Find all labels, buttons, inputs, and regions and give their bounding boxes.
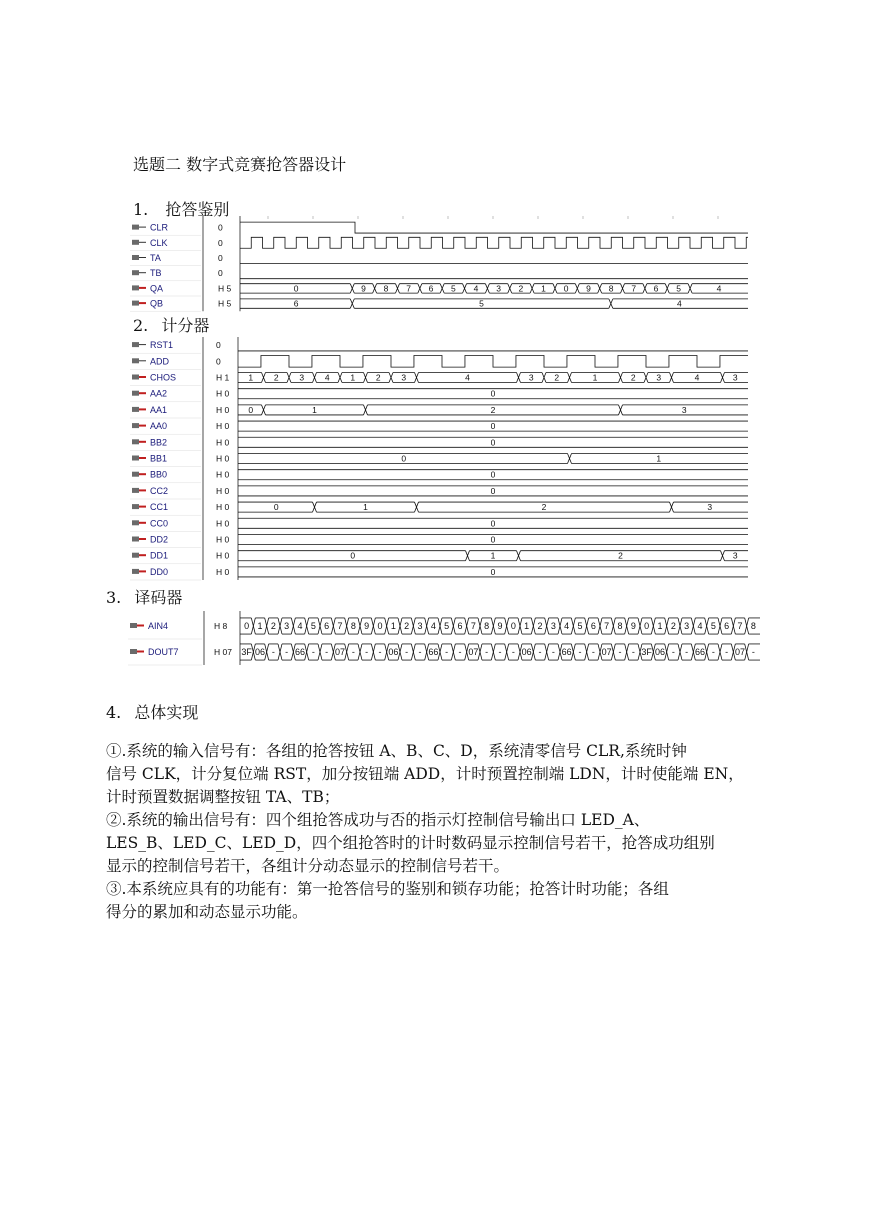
- bus-value: 06: [654, 647, 666, 657]
- bus-value: -: [725, 647, 729, 657]
- bus-value: 9: [586, 283, 591, 294]
- signal-value: H 5: [218, 283, 232, 294]
- bus-value: 3F: [641, 647, 652, 657]
- signal-name-bb2: BB2: [150, 437, 168, 448]
- bus-value: 7: [470, 621, 476, 631]
- bus-value: 2: [554, 372, 560, 383]
- bus-signal-icon: [130, 623, 144, 628]
- signal-icon: [132, 255, 146, 260]
- bus-value: 0: [490, 485, 496, 496]
- bus-value: 4: [324, 372, 330, 383]
- bus-value: 2: [404, 621, 410, 631]
- bus-value: 0: [563, 283, 569, 294]
- bus-value: 2: [670, 621, 676, 631]
- bus-value: 6: [724, 621, 730, 631]
- bus-value: 8: [750, 621, 756, 631]
- bus-value: 4: [297, 621, 303, 631]
- bus-value: 5: [710, 621, 716, 631]
- signal-name-bb0: BB0: [150, 469, 168, 480]
- bus-value: 0: [293, 283, 299, 294]
- bus-value: -: [578, 647, 582, 657]
- bus-value: 1: [248, 372, 254, 383]
- bus-value: 4: [430, 621, 436, 631]
- bus-value: 0: [490, 388, 496, 399]
- bus-value: 2: [537, 621, 543, 631]
- bus-value: 7: [737, 621, 743, 631]
- waveform-2: [130, 337, 750, 581]
- bus-value: -: [538, 647, 542, 657]
- bus-value: 6: [324, 621, 330, 631]
- bus-value: 0: [490, 469, 496, 480]
- bus-value: 0: [248, 404, 254, 415]
- signal-value: H 5: [218, 298, 232, 309]
- signal-value: H 0: [216, 502, 230, 513]
- signal-value: H 0: [216, 437, 230, 448]
- section-title: 计分器: [161, 316, 210, 335]
- signal-value: H 0: [216, 534, 230, 545]
- bus-signal-icon: [132, 391, 146, 396]
- bus-signal-icon: [132, 456, 146, 461]
- paragraph-line: 得分的累加和动态显示功能。: [106, 903, 308, 921]
- bus-value: 3: [284, 621, 290, 631]
- page-title: 选题二 数字式竞赛抢答器设计: [133, 155, 347, 174]
- bus-value: 66: [428, 647, 439, 657]
- signal-value: H 0: [216, 453, 230, 464]
- bus-value: 07: [601, 647, 612, 657]
- signal-icon: [132, 225, 146, 230]
- bus-value: 0: [350, 550, 356, 561]
- bus-signal-icon: [132, 553, 146, 558]
- bus-value: 3: [684, 621, 690, 631]
- signal-name-rst1: RST1: [150, 340, 174, 351]
- bus-signal-icon: [132, 301, 146, 306]
- section-number: 1.: [133, 200, 149, 219]
- signal-name-aa1: AA1: [150, 404, 168, 415]
- section-number: 3.: [106, 588, 122, 607]
- bus-value: 07: [468, 647, 479, 657]
- bus-value: 1: [541, 283, 546, 294]
- bus-signal-icon: [132, 439, 146, 444]
- bus-value: 0: [490, 421, 496, 432]
- signal-value: 0: [216, 340, 221, 351]
- bus-value: 6: [293, 298, 299, 309]
- signal-name-dd0: DD0: [150, 566, 169, 577]
- signal-value: H 0: [216, 550, 230, 561]
- bus-value: 1: [363, 502, 368, 513]
- bus-value: 1: [312, 404, 317, 415]
- bus-value: -: [378, 647, 382, 657]
- bus-value: 3: [401, 372, 407, 383]
- signal-name-qa: QA: [150, 283, 164, 294]
- bus-value: 2: [630, 372, 636, 383]
- bus-value: 8: [617, 621, 623, 631]
- waveform-3: [128, 611, 763, 669]
- bus-signal-icon: [132, 375, 146, 380]
- bus-value: 3: [550, 621, 556, 631]
- signal-value: 0: [218, 268, 223, 279]
- clock-trace: [240, 237, 748, 248]
- bus-value: 9: [630, 621, 636, 631]
- bus-value: 1: [657, 621, 663, 631]
- signal-name-ain4: AIN4: [148, 621, 169, 631]
- signal-value: 0: [218, 222, 223, 233]
- bus-value: -: [405, 647, 409, 657]
- bus-signal-icon: [132, 472, 146, 477]
- section-number: 2.: [133, 316, 149, 335]
- bus-value: -: [285, 647, 289, 657]
- bus-value: 7: [337, 621, 343, 631]
- bus-value: -: [271, 647, 275, 657]
- bus-value: -: [485, 647, 489, 657]
- signal-name-clk: CLK: [150, 237, 168, 248]
- signal-name-dd1: DD1: [150, 550, 169, 561]
- bus-value: 8: [484, 621, 490, 631]
- bus-value: 5: [310, 621, 316, 631]
- signal-value: H 1: [216, 372, 230, 383]
- bus-signal-icon: [132, 537, 146, 542]
- section-2-heading: [133, 313, 209, 336]
- signal-name-dout7: DOUT7: [148, 647, 179, 657]
- paragraph-line: ②.系统的输出信号有：四个组抢答成功与否的指示灯控制信号输出口 LED_A、: [106, 811, 650, 829]
- signal-icon: [132, 240, 146, 245]
- paragraph-inputs: [106, 740, 744, 809]
- signal-icon: [132, 358, 146, 363]
- paragraph-line: 显示的控制信号若干，各组计分动态显示的控制信号若干。: [106, 857, 510, 875]
- bus-value: 9: [361, 283, 366, 294]
- bus-value: 7: [406, 283, 412, 294]
- signal-value: H 0: [216, 518, 230, 529]
- bus-value: 1: [524, 621, 530, 631]
- bus-signal-icon: [130, 649, 144, 654]
- bus-value: 1: [257, 621, 263, 631]
- bus-value: 5: [676, 283, 682, 294]
- bus-value: 3: [732, 372, 738, 383]
- signal-name-aa2: AA2: [150, 388, 168, 399]
- bus-value: 5: [444, 621, 450, 631]
- bus-value: 6: [653, 283, 659, 294]
- bus-value: -: [618, 647, 622, 657]
- bus-value: 06: [521, 647, 532, 657]
- bus-value: 06: [388, 647, 399, 657]
- bus-value: -: [325, 647, 329, 657]
- waveform-1: [130, 216, 750, 314]
- bus-signal-icon: [132, 407, 146, 412]
- bus-value: 4: [473, 283, 479, 294]
- paragraph-line: ①.系统的输入信号有：各组的抢答按钮 A、B、C、D，系统清零信号 CLR,系统时钟: [106, 742, 687, 760]
- bus-value: 3: [656, 372, 662, 383]
- bus-value: 2: [270, 621, 276, 631]
- bus-value: 2: [273, 372, 279, 383]
- section-title: 译码器: [134, 588, 183, 607]
- bus-value: 0: [490, 534, 496, 545]
- bus-value: 5: [450, 283, 456, 294]
- bus-value: 06: [254, 647, 266, 657]
- signal-name-cc1: CC1: [150, 502, 169, 513]
- signal-value: 0: [218, 237, 223, 248]
- bus-value: 1: [350, 372, 356, 383]
- bus-value: 6: [428, 283, 434, 294]
- signal-value: 0: [218, 253, 223, 263]
- bus-value: 0: [401, 453, 407, 464]
- waveform-2-svg: [130, 337, 750, 581]
- bus-value: 2: [541, 502, 547, 513]
- bus-value: -: [418, 647, 422, 657]
- pulse-trace: [238, 355, 748, 367]
- bus-value: 8: [350, 621, 356, 631]
- bus-value: 4: [465, 372, 470, 383]
- bus-value: 4: [564, 621, 570, 631]
- bus-value: 0: [510, 621, 516, 631]
- signal-name-dd2: DD2: [150, 534, 169, 545]
- signal-value: 0: [216, 356, 221, 367]
- bus-value: 0: [490, 518, 496, 529]
- bus-value: -: [445, 647, 449, 657]
- section-4-heading: [106, 700, 198, 723]
- bus-value: 6: [457, 621, 463, 631]
- signal-value: H 8: [214, 621, 228, 631]
- bus-value: 3: [299, 372, 305, 383]
- signal-trace: [240, 222, 748, 233]
- signal-icon: [132, 270, 146, 275]
- signal-value: H 0: [216, 566, 230, 577]
- paragraph-line: LES_B、LED_C、LED_D，四个组抢答时的计时数码显示控制信号若干，抢答成功组别: [106, 834, 715, 852]
- bus-value: 3: [681, 404, 687, 415]
- bus-value: 1: [490, 550, 496, 561]
- section-title: 抢答鉴别: [165, 200, 230, 219]
- signal-name-clr: CLR: [150, 222, 169, 233]
- bus-signal-icon: [132, 285, 146, 290]
- section-title: 总体实现: [134, 703, 199, 722]
- bus-value: -: [498, 647, 502, 657]
- signal-name-ta: TA: [150, 253, 161, 263]
- bus-value: 0: [490, 566, 496, 577]
- bus-value: 8: [383, 283, 389, 294]
- section-3-heading: [106, 585, 182, 608]
- bus-value: 66: [561, 647, 572, 657]
- bus-value: 4: [716, 283, 722, 294]
- bus-value: 7: [604, 621, 610, 631]
- bus-value: -: [511, 647, 515, 657]
- section-number: 4.: [106, 703, 122, 722]
- bus-value: -: [311, 647, 315, 657]
- bus-signal-icon: [132, 504, 146, 509]
- bus-value: -: [685, 647, 689, 657]
- bus-value: 4: [694, 372, 700, 383]
- bus-value: 3: [417, 621, 423, 631]
- signal-value: H 0: [216, 469, 230, 480]
- bus-value: 6: [590, 621, 596, 631]
- bus-value: 4: [697, 621, 703, 631]
- signal-name-add: ADD: [150, 356, 170, 367]
- bus-value: 7: [631, 283, 637, 294]
- bus-value: -: [711, 647, 715, 657]
- paragraph-line: 计时预置数据调整按钮 TA、TB；: [106, 788, 340, 806]
- bus-value: 1: [656, 453, 662, 464]
- waveform-1-svg: [130, 216, 750, 314]
- bus-value: 0: [490, 437, 496, 448]
- bus-value: -: [551, 647, 555, 657]
- bus-value: -: [751, 647, 755, 657]
- bus-signal-icon: [132, 423, 146, 428]
- bus-value: 5: [479, 298, 484, 309]
- bus-value: 2: [375, 372, 381, 383]
- bus-value: 9: [364, 621, 370, 631]
- signal-name-chos: CHOS: [150, 372, 177, 383]
- bus-value: 07: [334, 647, 346, 657]
- signal-name-qb: QB: [150, 298, 164, 309]
- bus-value: 2: [518, 283, 524, 294]
- bus-value: 0: [377, 621, 383, 631]
- bus-signal-icon: [132, 488, 146, 493]
- paragraph-line: ③.本系统应具有的功能有：第一抢答信号的鉴别和锁存功能；抢答计时功能；各组: [106, 880, 669, 898]
- bus-value: 0: [644, 621, 650, 631]
- paragraph-functions: [106, 878, 669, 924]
- bus-value: -: [591, 647, 595, 657]
- bus-value: 2: [490, 404, 496, 415]
- bus-value: -: [458, 647, 462, 657]
- signal-value: H 0: [216, 421, 230, 432]
- bus-value: 3: [528, 372, 534, 383]
- signal-value: H 0: [216, 485, 230, 496]
- signal-name-cc2: CC2: [150, 485, 169, 496]
- bus-value: 2: [618, 550, 623, 561]
- bus-value: 3: [496, 283, 501, 294]
- bus-value: 1: [390, 621, 396, 631]
- signal-name-tb: TB: [150, 268, 162, 279]
- signal-name-cc0: CC0: [150, 518, 169, 529]
- paragraph-line: 信号 CLK，计分复位端 RST，加分按钮端 ADD，计时预置控制端 LDN，计时使能端 EN，: [106, 765, 744, 783]
- bus-value: 3F: [241, 647, 252, 657]
- bus-value: 1: [592, 372, 598, 383]
- bus-value: 07: [734, 647, 746, 657]
- bus-value: 8: [608, 283, 614, 294]
- bus-value: -: [671, 647, 675, 657]
- bus-value: 0: [244, 621, 250, 631]
- bus-value: 3: [707, 502, 713, 513]
- bus-value: 4: [677, 298, 682, 309]
- bus-value: 9: [497, 621, 503, 631]
- waveform-3-svg: [128, 611, 763, 669]
- signal-icon: [132, 342, 146, 347]
- signal-value: H 0: [216, 388, 230, 399]
- bus-signal-icon: [132, 569, 146, 574]
- bus-value: 5: [577, 621, 583, 631]
- bus-value: -: [631, 647, 635, 657]
- bus-signal-icon: [132, 520, 146, 525]
- signal-name-bb1: BB1: [150, 453, 168, 464]
- bus-value: 66: [294, 647, 306, 657]
- signal-name-aa0: AA0: [150, 421, 168, 432]
- signal-value: H 07: [214, 647, 232, 657]
- bus-value: -: [351, 647, 355, 657]
- paragraph-outputs: [106, 809, 715, 878]
- bus-value: -: [365, 647, 369, 657]
- signal-value: H 0: [216, 404, 230, 415]
- bus-value: 66: [694, 647, 706, 657]
- bus-value: 0: [273, 502, 279, 513]
- bus-value: 3: [732, 550, 738, 561]
